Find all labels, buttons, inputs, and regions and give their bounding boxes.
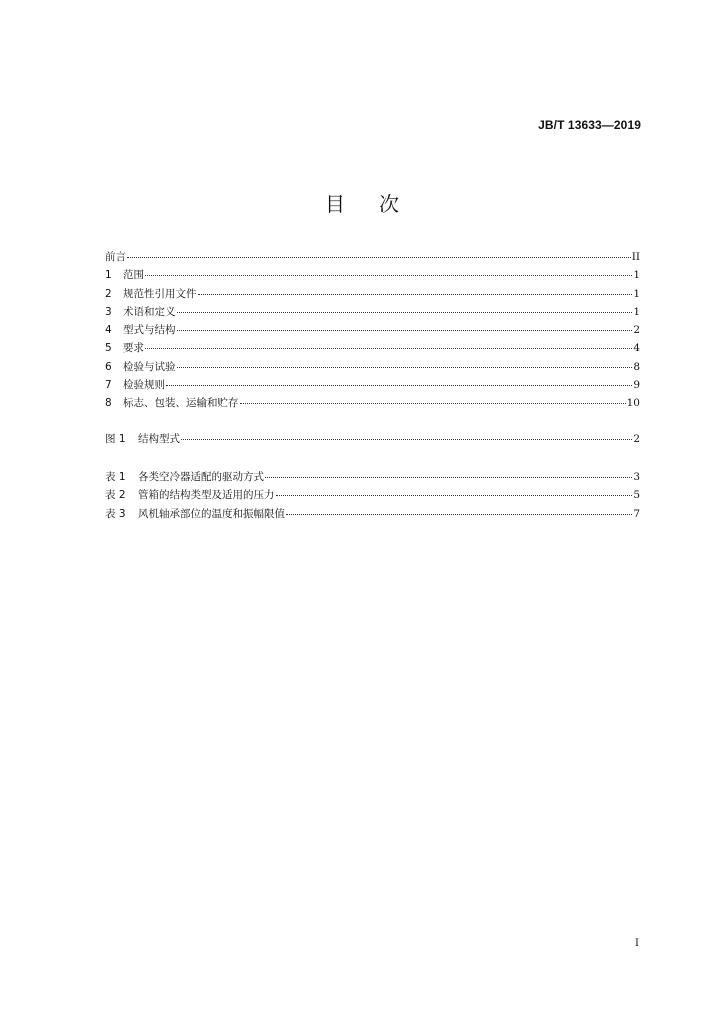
toc-entry-page: 9 — [633, 379, 640, 392]
toc-entry-section[interactable] — [105, 285, 640, 303]
toc-entry-page: 2 — [633, 324, 640, 337]
dot-leader — [166, 384, 632, 386]
dot-leader — [265, 476, 632, 478]
dot-leader — [240, 402, 626, 404]
toc-entry-table[interactable] — [105, 505, 640, 523]
page-number: I — [635, 938, 639, 949]
toc-entry-number: 图 1 — [105, 433, 126, 445]
toc-entry-number: 8 — [105, 397, 112, 410]
dot-leader — [276, 494, 633, 496]
toc-entry-label: 规范性引用文件 — [123, 287, 197, 300]
toc-entry-label: 检验与试验 — [123, 360, 176, 373]
toc-entry-page: 7 — [633, 507, 640, 520]
page-title: 目次 — [325, 192, 433, 216]
toc-entry-number: 5 — [105, 342, 112, 355]
toc-entry-label: 范围 — [123, 269, 144, 282]
toc-entry-label: 检验规则 — [123, 379, 165, 392]
dot-leader — [145, 274, 632, 276]
toc-entry-section[interactable] — [105, 303, 640, 321]
toc-entry-number: 7 — [105, 379, 112, 392]
toc-entry-figure[interactable] — [105, 430, 640, 448]
toc-entry-number: 4 — [105, 324, 112, 337]
toc-sections — [105, 248, 640, 413]
toc-entry-page: II — [631, 251, 640, 263]
toc-entry-page: 8 — [633, 360, 640, 373]
toc-tables — [105, 468, 640, 523]
toc-entry-number: 2 — [105, 287, 112, 300]
toc-entry-foreword[interactable] — [105, 248, 640, 266]
toc-entry-page: 5 — [633, 489, 640, 502]
dot-leader — [127, 256, 631, 258]
dot-leader — [181, 438, 632, 440]
toc-entry-number: 3 — [105, 305, 112, 318]
toc-entry-section[interactable] — [105, 376, 640, 394]
toc-entry-number: 表 2 — [105, 489, 126, 502]
standard-code: JB/T 13633—2019 — [538, 118, 641, 132]
toc-entry-page: 1 — [633, 305, 640, 318]
toc-entry-page: 4 — [633, 342, 640, 355]
toc-entry-label: 要求 — [123, 342, 144, 355]
dot-leader — [145, 347, 632, 349]
toc-entry-table[interactable] — [105, 468, 640, 486]
dot-leader — [177, 311, 633, 313]
toc-entry-section[interactable] — [105, 339, 640, 357]
toc-entry-number: 1 — [105, 269, 112, 282]
dot-leader — [198, 293, 633, 295]
toc-entry-number: 表 1 — [105, 471, 126, 483]
toc-entry-label: 结构型式 — [138, 433, 180, 445]
toc-entry-label: 各类空冷器适配的驱动方式 — [138, 471, 264, 483]
toc-entry-label: 管箱的结构类型及适用的压力 — [138, 489, 275, 502]
toc-entry-number: 6 — [105, 360, 112, 373]
toc-entry-label: 标志、包装、运输和贮存 — [123, 397, 239, 410]
toc-entry-page: 2 — [633, 433, 640, 445]
toc-entry-section[interactable] — [105, 394, 640, 412]
toc-entry-label: 前言 — [105, 251, 126, 263]
toc-entry-section[interactable] — [105, 358, 640, 376]
toc-entry-table[interactable] — [105, 486, 640, 504]
toc-entry-label: 型式与结构 — [123, 324, 176, 337]
toc-entry-number: 表 3 — [105, 507, 126, 520]
toc-entry-page: 1 — [633, 287, 640, 300]
dot-leader — [177, 366, 633, 368]
toc-figures — [105, 430, 640, 448]
toc-entry-page: 1 — [633, 269, 640, 282]
toc-entry-label: 术语和定义 — [123, 305, 176, 318]
toc-entry-section[interactable] — [105, 266, 640, 284]
dot-leader — [286, 513, 632, 515]
toc-entry-page: 3 — [633, 471, 640, 483]
toc-entry-page: 10 — [626, 397, 640, 410]
dot-leader — [177, 329, 633, 331]
toc-entry-section[interactable] — [105, 321, 640, 339]
toc-entry-label: 风机轴承部位的温度和振幅限值 — [138, 507, 285, 520]
